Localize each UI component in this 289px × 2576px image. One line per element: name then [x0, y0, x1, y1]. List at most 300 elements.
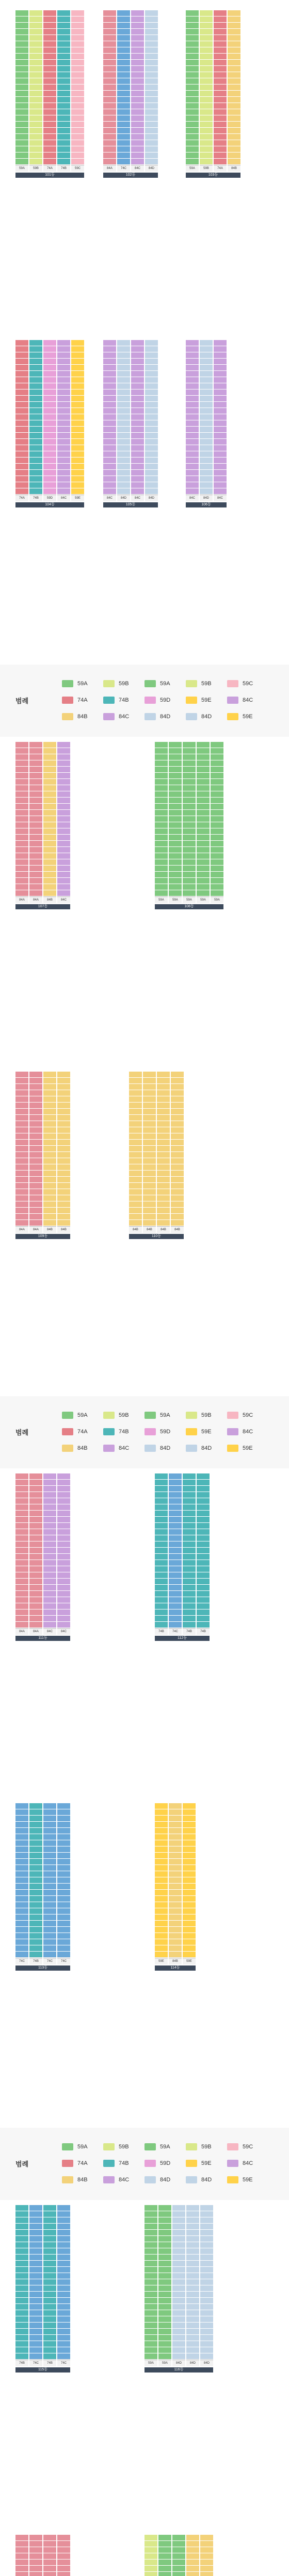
unit-cell[interactable]	[155, 1921, 168, 1926]
unit-cell[interactable]	[214, 159, 227, 164]
unit-cell[interactable]	[214, 427, 227, 432]
unit-cell[interactable]	[29, 1146, 42, 1151]
unit-cell[interactable]	[57, 2341, 70, 2347]
unit-cell[interactable]	[103, 152, 116, 158]
unit-cell[interactable]	[171, 1096, 184, 1102]
unit-cell[interactable]	[186, 482, 199, 488]
unit-cell[interactable]	[43, 1208, 56, 1213]
unit-cell[interactable]	[103, 134, 116, 140]
unit-cell[interactable]	[228, 16, 240, 22]
unit-cell[interactable]	[43, 1603, 56, 1609]
unit-cell[interactable]	[43, 1189, 56, 1195]
unit-cell[interactable]	[155, 1952, 168, 1957]
unit-cell[interactable]	[15, 1103, 28, 1108]
unit-cell[interactable]	[200, 54, 213, 59]
unit-cell[interactable]	[57, 810, 70, 816]
unit-cell[interactable]	[183, 1890, 196, 1895]
unit-cell[interactable]	[57, 128, 70, 133]
unit-cell[interactable]	[117, 377, 130, 383]
unit-cell[interactable]	[29, 1927, 42, 1933]
unit-cell[interactable]	[29, 1201, 42, 1207]
unit-cell[interactable]	[145, 2242, 157, 2248]
unit-cell[interactable]	[169, 853, 182, 859]
unit-cell[interactable]	[15, 1828, 28, 1834]
unit-cell[interactable]	[183, 1884, 196, 1889]
unit-cell[interactable]	[15, 1952, 28, 1957]
unit-cell[interactable]	[157, 1096, 170, 1102]
unit-cell[interactable]	[200, 2335, 213, 2341]
unit-cell[interactable]	[200, 420, 213, 426]
unit-cell[interactable]	[57, 1090, 70, 1096]
unit-cell[interactable]	[29, 1511, 42, 1516]
unit-cell[interactable]	[71, 359, 84, 364]
unit-cell[interactable]	[183, 1921, 196, 1926]
unit-cell[interactable]	[197, 810, 210, 816]
unit-cell[interactable]	[169, 1492, 182, 1498]
unit-cell[interactable]	[157, 1115, 170, 1121]
unit-cell[interactable]	[183, 1597, 196, 1603]
unit-cell[interactable]	[145, 2566, 157, 2571]
unit-cell[interactable]	[57, 35, 70, 41]
unit-cell[interactable]	[171, 1090, 184, 1096]
unit-cell[interactable]	[186, 464, 199, 469]
unit-cell[interactable]	[183, 853, 196, 859]
unit-cell[interactable]	[169, 1517, 182, 1522]
unit-cell[interactable]	[183, 1859, 196, 1865]
unit-cell[interactable]	[57, 767, 70, 772]
unit-cell[interactable]	[172, 2323, 185, 2328]
unit-cell[interactable]	[117, 72, 130, 78]
unit-cell[interactable]	[71, 134, 84, 140]
unit-cell[interactable]	[186, 103, 199, 109]
unit-cell[interactable]	[200, 122, 213, 127]
unit-cell[interactable]	[29, 1902, 42, 1908]
unit-cell[interactable]	[158, 2298, 171, 2303]
unit-cell[interactable]	[200, 2566, 213, 2571]
unit-cell[interactable]	[57, 1133, 70, 1139]
unit-cell[interactable]	[197, 798, 210, 803]
unit-cell[interactable]	[117, 29, 130, 35]
unit-cell[interactable]	[29, 866, 42, 871]
unit-cell[interactable]	[57, 2236, 70, 2242]
unit-cell[interactable]	[43, 365, 56, 370]
unit-cell[interactable]	[131, 383, 144, 389]
unit-cell[interactable]	[155, 1523, 168, 1529]
unit-cell[interactable]	[158, 2304, 171, 2310]
unit-cell[interactable]	[43, 1908, 56, 1914]
unit-cell[interactable]	[183, 1908, 196, 1914]
unit-cell[interactable]	[103, 457, 116, 463]
unit-cell[interactable]	[169, 1914, 182, 1920]
unit-cell[interactable]	[15, 1908, 28, 1914]
unit-cell[interactable]	[15, 798, 28, 803]
unit-cell[interactable]	[15, 1201, 28, 1207]
unit-cell[interactable]	[29, 1822, 42, 1827]
unit-cell[interactable]	[183, 1603, 196, 1609]
unit-cell[interactable]	[117, 41, 130, 47]
unit-cell[interactable]	[43, 828, 56, 834]
unit-cell[interactable]	[158, 2316, 171, 2322]
unit-cell[interactable]	[43, 29, 56, 35]
unit-cell[interactable]	[117, 383, 130, 389]
unit-cell[interactable]	[57, 488, 70, 494]
unit-cell[interactable]	[169, 841, 182, 846]
unit-cell[interactable]	[169, 1486, 182, 1492]
unit-cell[interactable]	[169, 1952, 182, 1957]
unit-cell[interactable]	[71, 10, 84, 16]
unit-cell[interactable]	[214, 389, 227, 395]
unit-cell[interactable]	[15, 41, 28, 47]
unit-cell[interactable]	[228, 78, 240, 84]
unit-cell[interactable]	[197, 748, 210, 754]
unit-cell[interactable]	[155, 1853, 168, 1858]
unit-cell[interactable]	[169, 1933, 182, 1939]
unit-cell[interactable]	[103, 122, 116, 127]
unit-cell[interactable]	[57, 91, 70, 96]
unit-cell[interactable]	[131, 78, 144, 84]
unit-cell[interactable]	[155, 1803, 168, 1809]
unit-cell[interactable]	[157, 1164, 170, 1170]
unit-cell[interactable]	[57, 2316, 70, 2322]
unit-cell[interactable]	[117, 97, 130, 103]
unit-cell[interactable]	[15, 1090, 28, 1096]
unit-cell[interactable]	[186, 2273, 199, 2279]
unit-cell[interactable]	[15, 2316, 28, 2322]
unit-cell[interactable]	[15, 1517, 28, 1522]
unit-cell[interactable]	[143, 1115, 156, 1121]
unit-cell[interactable]	[117, 408, 130, 414]
unit-cell[interactable]	[29, 890, 42, 896]
unit-cell[interactable]	[57, 352, 70, 358]
unit-cell[interactable]	[43, 383, 56, 389]
unit-cell[interactable]	[57, 1927, 70, 1933]
unit-cell[interactable]	[200, 2547, 213, 2553]
unit-cell[interactable]	[57, 1078, 70, 1083]
unit-cell[interactable]	[183, 1945, 196, 1951]
unit-cell[interactable]	[43, 2347, 56, 2353]
unit-cell[interactable]	[131, 60, 144, 65]
unit-cell[interactable]	[15, 1816, 28, 1821]
unit-cell[interactable]	[15, 1921, 28, 1926]
unit-cell[interactable]	[211, 798, 223, 803]
unit-cell[interactable]	[43, 2236, 56, 2242]
unit-cell[interactable]	[57, 1952, 70, 1957]
unit-cell[interactable]	[29, 760, 42, 766]
unit-cell[interactable]	[145, 427, 158, 432]
unit-cell[interactable]	[43, 1554, 56, 1560]
unit-cell[interactable]	[186, 451, 199, 457]
unit-cell[interactable]	[228, 41, 240, 47]
unit-cell[interactable]	[131, 457, 144, 463]
unit-cell[interactable]	[29, 2335, 42, 2341]
unit-cell[interactable]	[29, 2341, 42, 2347]
unit-cell[interactable]	[155, 1945, 168, 1951]
unit-cell[interactable]	[57, 1828, 70, 1834]
unit-cell[interactable]	[57, 365, 70, 370]
unit-cell[interactable]	[29, 2285, 42, 2291]
unit-cell[interactable]	[43, 41, 56, 47]
unit-cell[interactable]	[43, 2535, 56, 2540]
unit-cell[interactable]	[43, 2310, 56, 2316]
unit-cell[interactable]	[186, 146, 199, 152]
unit-cell[interactable]	[186, 122, 199, 127]
unit-cell[interactable]	[171, 1208, 184, 1213]
unit-cell[interactable]	[57, 1834, 70, 1840]
unit-cell[interactable]	[43, 1084, 56, 1090]
unit-cell[interactable]	[103, 488, 116, 494]
unit-cell[interactable]	[29, 816, 42, 822]
unit-cell[interactable]	[183, 1504, 196, 1510]
unit-cell[interactable]	[29, 54, 42, 59]
unit-cell[interactable]	[29, 103, 42, 109]
unit-cell[interactable]	[57, 122, 70, 127]
unit-cell[interactable]	[155, 1859, 168, 1865]
unit-cell[interactable]	[29, 1177, 42, 1182]
unit-cell[interactable]	[57, 1195, 70, 1201]
unit-cell[interactable]	[169, 828, 182, 834]
unit-cell[interactable]	[169, 760, 182, 766]
unit-cell[interactable]	[43, 2547, 56, 2553]
unit-cell[interactable]	[186, 66, 199, 72]
unit-cell[interactable]	[183, 1902, 196, 1908]
unit-cell[interactable]	[43, 482, 56, 488]
unit-cell[interactable]	[157, 1220, 170, 1226]
unit-cell[interactable]	[57, 476, 70, 482]
unit-cell[interactable]	[29, 2267, 42, 2273]
unit-cell[interactable]	[117, 146, 130, 152]
unit-cell[interactable]	[228, 122, 240, 127]
unit-cell[interactable]	[43, 1511, 56, 1516]
unit-cell[interactable]	[43, 152, 56, 158]
unit-cell[interactable]	[155, 1939, 168, 1945]
unit-cell[interactable]	[131, 420, 144, 426]
unit-cell[interactable]	[43, 1109, 56, 1114]
unit-cell[interactable]	[214, 16, 227, 22]
unit-cell[interactable]	[43, 408, 56, 414]
unit-cell[interactable]	[43, 798, 56, 803]
unit-cell[interactable]	[29, 2329, 42, 2334]
unit-cell[interactable]	[57, 791, 70, 797]
unit-cell[interactable]	[57, 420, 70, 426]
unit-cell[interactable]	[15, 1473, 28, 1479]
unit-cell[interactable]	[15, 1803, 28, 1809]
unit-cell[interactable]	[131, 47, 144, 53]
unit-cell[interactable]	[155, 767, 168, 772]
unit-cell[interactable]	[186, 439, 199, 445]
unit-cell[interactable]	[197, 1486, 210, 1492]
unit-cell[interactable]	[228, 23, 240, 28]
unit-cell[interactable]	[15, 1133, 28, 1139]
unit-cell[interactable]	[57, 115, 70, 121]
unit-cell[interactable]	[15, 2279, 28, 2285]
unit-cell[interactable]	[117, 60, 130, 65]
unit-cell[interactable]	[103, 414, 116, 420]
unit-cell[interactable]	[186, 383, 199, 389]
unit-cell[interactable]	[131, 134, 144, 140]
unit-cell[interactable]	[158, 2292, 171, 2297]
unit-cell[interactable]	[158, 2279, 171, 2285]
unit-cell[interactable]	[143, 1072, 156, 1077]
unit-cell[interactable]	[15, 835, 28, 840]
unit-cell[interactable]	[71, 146, 84, 152]
unit-cell[interactable]	[15, 346, 28, 352]
unit-cell[interactable]	[186, 352, 199, 358]
unit-cell[interactable]	[57, 1171, 70, 1176]
unit-cell[interactable]	[200, 2541, 213, 2547]
unit-cell[interactable]	[155, 810, 168, 816]
unit-cell[interactable]	[15, 1195, 28, 1201]
unit-cell[interactable]	[15, 1480, 28, 1485]
unit-cell[interactable]	[43, 1566, 56, 1572]
unit-cell[interactable]	[200, 396, 213, 401]
unit-cell[interactable]	[200, 389, 213, 395]
unit-cell[interactable]	[129, 1195, 142, 1201]
unit-cell[interactable]	[57, 1548, 70, 1553]
unit-cell[interactable]	[158, 2285, 171, 2291]
unit-cell[interactable]	[15, 1859, 28, 1865]
unit-cell[interactable]	[15, 72, 28, 78]
unit-cell[interactable]	[169, 1597, 182, 1603]
unit-cell[interactable]	[172, 2224, 185, 2229]
unit-cell[interactable]	[15, 1591, 28, 1597]
unit-cell[interactable]	[57, 1871, 70, 1877]
unit-cell[interactable]	[29, 1579, 42, 1584]
unit-cell[interactable]	[57, 433, 70, 438]
unit-cell[interactable]	[29, 754, 42, 760]
unit-cell[interactable]	[143, 1109, 156, 1114]
unit-cell[interactable]	[15, 128, 28, 133]
unit-cell[interactable]	[169, 866, 182, 871]
unit-cell[interactable]	[29, 2560, 42, 2565]
unit-cell[interactable]	[71, 433, 84, 438]
unit-cell[interactable]	[158, 2205, 171, 2211]
unit-cell[interactable]	[15, 1902, 28, 1908]
unit-cell[interactable]	[29, 72, 42, 78]
unit-cell[interactable]	[157, 1103, 170, 1108]
unit-cell[interactable]	[29, 1945, 42, 1951]
unit-cell[interactable]	[172, 2347, 185, 2353]
unit-cell[interactable]	[71, 457, 84, 463]
unit-cell[interactable]	[57, 2298, 70, 2303]
unit-cell[interactable]	[15, 2547, 28, 2553]
unit-cell[interactable]	[29, 2547, 42, 2553]
unit-cell[interactable]	[183, 890, 196, 896]
unit-cell[interactable]	[186, 2341, 199, 2347]
unit-cell[interactable]	[155, 791, 168, 797]
unit-cell[interactable]	[186, 2261, 199, 2266]
unit-cell[interactable]	[200, 35, 213, 41]
unit-cell[interactable]	[29, 2217, 42, 2223]
unit-cell[interactable]	[57, 2535, 70, 2540]
unit-cell[interactable]	[197, 773, 210, 778]
unit-cell[interactable]	[15, 2248, 28, 2254]
unit-cell[interactable]	[29, 804, 42, 809]
unit-cell[interactable]	[57, 23, 70, 28]
unit-cell[interactable]	[57, 146, 70, 152]
unit-cell[interactable]	[57, 1603, 70, 1609]
unit-cell[interactable]	[145, 2230, 157, 2235]
unit-cell[interactable]	[43, 445, 56, 451]
unit-cell[interactable]	[117, 103, 130, 109]
unit-cell[interactable]	[157, 1183, 170, 1189]
unit-cell[interactable]	[186, 2292, 199, 2297]
unit-cell[interactable]	[29, 742, 42, 748]
unit-cell[interactable]	[183, 754, 196, 760]
unit-cell[interactable]	[197, 835, 210, 840]
unit-cell[interactable]	[131, 476, 144, 482]
unit-cell[interactable]	[169, 742, 182, 748]
unit-cell[interactable]	[172, 2255, 185, 2260]
unit-cell[interactable]	[131, 470, 144, 476]
unit-cell[interactable]	[29, 767, 42, 772]
unit-cell[interactable]	[172, 2335, 185, 2341]
unit-cell[interactable]	[43, 2304, 56, 2310]
unit-cell[interactable]	[200, 109, 213, 115]
unit-cell[interactable]	[200, 2242, 213, 2248]
unit-cell[interactable]	[43, 2205, 56, 2211]
unit-cell[interactable]	[228, 35, 240, 41]
unit-cell[interactable]	[169, 1541, 182, 1547]
unit-cell[interactable]	[197, 866, 210, 871]
unit-cell[interactable]	[57, 2335, 70, 2341]
unit-cell[interactable]	[57, 835, 70, 840]
unit-cell[interactable]	[171, 1177, 184, 1182]
unit-cell[interactable]	[183, 1877, 196, 1883]
unit-cell[interactable]	[169, 810, 182, 816]
unit-cell[interactable]	[43, 1171, 56, 1176]
unit-cell[interactable]	[117, 352, 130, 358]
unit-cell[interactable]	[117, 470, 130, 476]
unit-cell[interactable]	[103, 47, 116, 53]
unit-cell[interactable]	[57, 1809, 70, 1815]
unit-cell[interactable]	[131, 146, 144, 152]
unit-cell[interactable]	[183, 748, 196, 754]
unit-cell[interactable]	[155, 1585, 168, 1590]
unit-cell[interactable]	[15, 377, 28, 383]
unit-cell[interactable]	[15, 78, 28, 84]
unit-cell[interactable]	[200, 2304, 213, 2310]
unit-cell[interactable]	[143, 1189, 156, 1195]
unit-cell[interactable]	[43, 1884, 56, 1889]
unit-cell[interactable]	[29, 488, 42, 494]
unit-cell[interactable]	[186, 488, 199, 494]
unit-cell[interactable]	[186, 2217, 199, 2223]
unit-cell[interactable]	[145, 365, 158, 370]
unit-cell[interactable]	[43, 140, 56, 146]
unit-cell[interactable]	[57, 1865, 70, 1871]
unit-cell[interactable]	[43, 103, 56, 109]
unit-cell[interactable]	[29, 365, 42, 370]
unit-cell[interactable]	[43, 1921, 56, 1926]
unit-cell[interactable]	[186, 365, 199, 370]
unit-cell[interactable]	[214, 445, 227, 451]
unit-cell[interactable]	[169, 1585, 182, 1590]
unit-cell[interactable]	[117, 159, 130, 164]
unit-cell[interactable]	[183, 1572, 196, 1578]
unit-cell[interactable]	[183, 767, 196, 772]
unit-cell[interactable]	[43, 340, 56, 346]
unit-cell[interactable]	[29, 1865, 42, 1871]
unit-cell[interactable]	[214, 470, 227, 476]
unit-cell[interactable]	[131, 122, 144, 127]
unit-cell[interactable]	[200, 2285, 213, 2291]
unit-cell[interactable]	[155, 1865, 168, 1871]
unit-cell[interactable]	[15, 420, 28, 426]
unit-cell[interactable]	[211, 878, 223, 884]
unit-cell[interactable]	[186, 78, 199, 84]
unit-cell[interactable]	[57, 1566, 70, 1572]
unit-cell[interactable]	[172, 2304, 185, 2310]
